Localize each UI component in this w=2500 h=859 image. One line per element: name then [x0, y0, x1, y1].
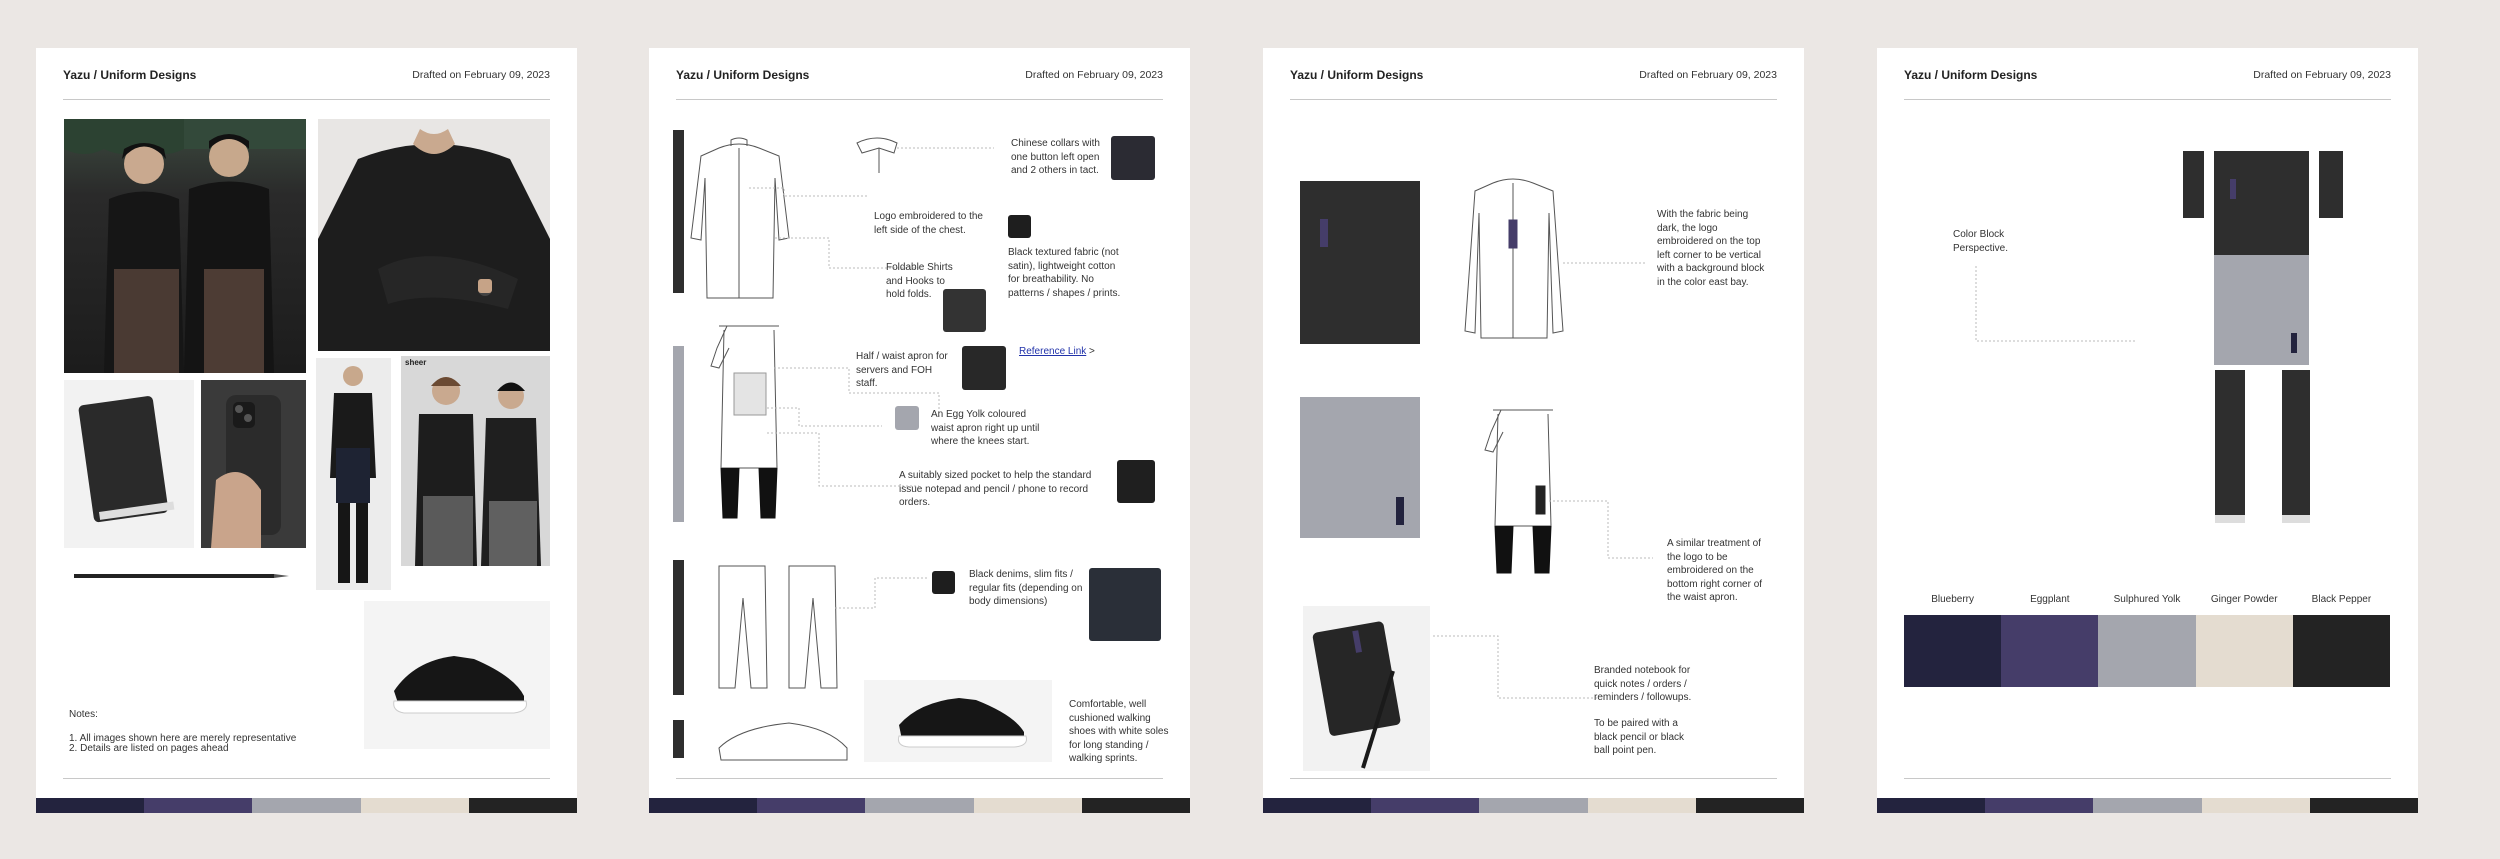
notes-title: Notes:	[69, 709, 98, 720]
header-brand: Yazu / Uniform Designs	[1290, 68, 1424, 82]
pencil-note: To be paired with a black pencil or black ball point pen.	[1594, 718, 1685, 756]
shoe-photo	[364, 601, 550, 749]
collar-thumb	[1111, 136, 1155, 180]
palette-swatch-blueberry	[1904, 615, 2001, 687]
section-bar-shoes	[673, 720, 684, 758]
header-brand: Yazu / Uniform Designs	[1904, 68, 2038, 82]
shoe-photo	[864, 680, 1052, 762]
reference-link-text[interactable]: Reference Link	[1019, 346, 1087, 357]
shirt-logo-note: With the fabric being dark, the logo embroidered on the top left corner to be vertical with a background block in the color east bay.	[1657, 209, 1765, 288]
header-date: Drafted on February 09, 2023	[412, 69, 550, 81]
page-4	[1877, 48, 2418, 813]
header-rule	[676, 99, 1163, 100]
apron-logo-note: A similar treatment of the logo to be embroidered on the bottom right corner of the waist apron.	[1667, 538, 1763, 603]
leg-right-block	[2282, 370, 2310, 515]
logo-tag	[1396, 497, 1404, 525]
reference-arrow: >	[1089, 346, 1095, 357]
header-date: Drafted on February 09, 2023	[2253, 69, 2391, 81]
notebook-photo	[1303, 606, 1430, 771]
header-date: Drafted on February 09, 2023	[1639, 69, 1777, 81]
apron-block	[2214, 255, 2309, 365]
page-3	[1263, 48, 1804, 813]
section-bar-apron	[673, 346, 684, 522]
color-strip	[36, 798, 577, 813]
yolk-swatch	[895, 406, 919, 430]
leg-left-block	[2215, 370, 2245, 515]
pencil-photo	[74, 568, 294, 578]
yolk-note: An Egg Yolk coloured waist apron right up until where the knees start.	[931, 409, 1040, 447]
fold-note: Foldable Shirts and Hooks to hold folds.	[886, 262, 953, 300]
section-bar-pants	[673, 560, 684, 695]
header-brand: Yazu / Uniform Designs	[676, 68, 810, 82]
page-1	[36, 48, 577, 813]
page-2	[649, 48, 1190, 813]
shirt-block	[2214, 151, 2309, 255]
apron-thumb	[962, 346, 1006, 390]
notebook-photo	[64, 380, 194, 548]
fold-thumb	[943, 289, 986, 332]
pocket-thumb	[1117, 460, 1155, 503]
denim-thumb	[1089, 568, 1161, 641]
section-bar-shirt	[673, 130, 684, 293]
perspective-note: Color Block Perspective.	[1953, 229, 2009, 254]
yolk-fabric-block	[1300, 397, 1420, 538]
palette-name-eggplant: Eggplant	[2030, 594, 2070, 605]
logo-tag	[1320, 219, 1328, 247]
logo-tag	[2291, 333, 2297, 353]
apron-note: Half / waist apron for servers and FOH staff.	[856, 351, 948, 389]
palette-name-blueberry: Blueberry	[1931, 594, 1974, 605]
pocket-note: A suitably sized pocket to help the standard issue notepad and pencil / phone to record orders.	[899, 470, 1092, 508]
footer-rule	[1290, 778, 1777, 779]
two-staff-photo	[401, 356, 550, 566]
phone-photo	[201, 380, 306, 548]
footer-rule	[676, 778, 1163, 779]
shoe-left-block	[2215, 515, 2245, 523]
shirt-closeup-photo	[318, 119, 550, 351]
collar-note: Chinese collars with one button left open and 2 others in tact.	[1011, 138, 1100, 176]
palette-name-black-pepper: Black Pepper	[2311, 594, 2372, 605]
apron-staff-photo	[316, 358, 391, 590]
header-date: Drafted on February 09, 2023	[1025, 69, 1163, 81]
photo-label: sheer	[405, 358, 427, 367]
logo-note: Logo embroidered to the left side of the chest.	[874, 211, 983, 236]
notebook-note: Branded notebook for quick notes / orders / reminders / followups.	[1594, 665, 1692, 703]
dark-fabric-block	[1300, 181, 1420, 344]
palette-swatch-sulphured-yolk	[2098, 615, 2195, 687]
reference-link[interactable]	[1019, 345, 1095, 359]
logo-tag	[2230, 179, 2236, 199]
palette-name-sulphured-yolk: Sulphured Yolk	[2113, 594, 2181, 605]
notes-item-2: 2. Details are listed on pages ahead	[69, 743, 229, 754]
sleeve-right-block	[2319, 151, 2343, 218]
footer-rule	[1904, 778, 2391, 779]
footer-rule	[63, 778, 550, 779]
header-brand: Yazu / Uniform Designs	[63, 68, 197, 82]
shoe-note: Comfortable, well cushioned walking shoes with white soles for long standing / walking sprints.	[1069, 699, 1169, 764]
denim-swatch	[932, 571, 955, 594]
notes-item-1: 1. All images shown here are merely representative	[69, 733, 297, 744]
color-strip	[649, 798, 1190, 813]
header-rule	[1290, 99, 1777, 100]
shoe-right-block	[2282, 515, 2310, 523]
palette-name-ginger-powder: Ginger Powder	[2210, 594, 2278, 605]
staff-photo	[64, 119, 306, 373]
sleeve-left-block	[2183, 151, 2204, 218]
denim-note: Black denims, slim fits / regular fits (depending on body dimensions)	[969, 569, 1083, 607]
fabric-note: Black textured fabric (not satin), lightweight cotton for breathability. No patterns / shapes / prints.	[1008, 247, 1121, 299]
palette-swatch-ginger-powder	[2196, 615, 2293, 687]
palette	[1904, 593, 2390, 687]
header-rule	[63, 99, 550, 100]
palette-swatch-eggplant	[2001, 615, 2098, 687]
color-strip	[1877, 798, 2418, 813]
fabric-swatch	[1008, 215, 1031, 238]
color-strip	[1263, 798, 1804, 813]
palette-swatch-black-pepper	[2293, 615, 2390, 687]
header-rule	[1904, 99, 2391, 100]
